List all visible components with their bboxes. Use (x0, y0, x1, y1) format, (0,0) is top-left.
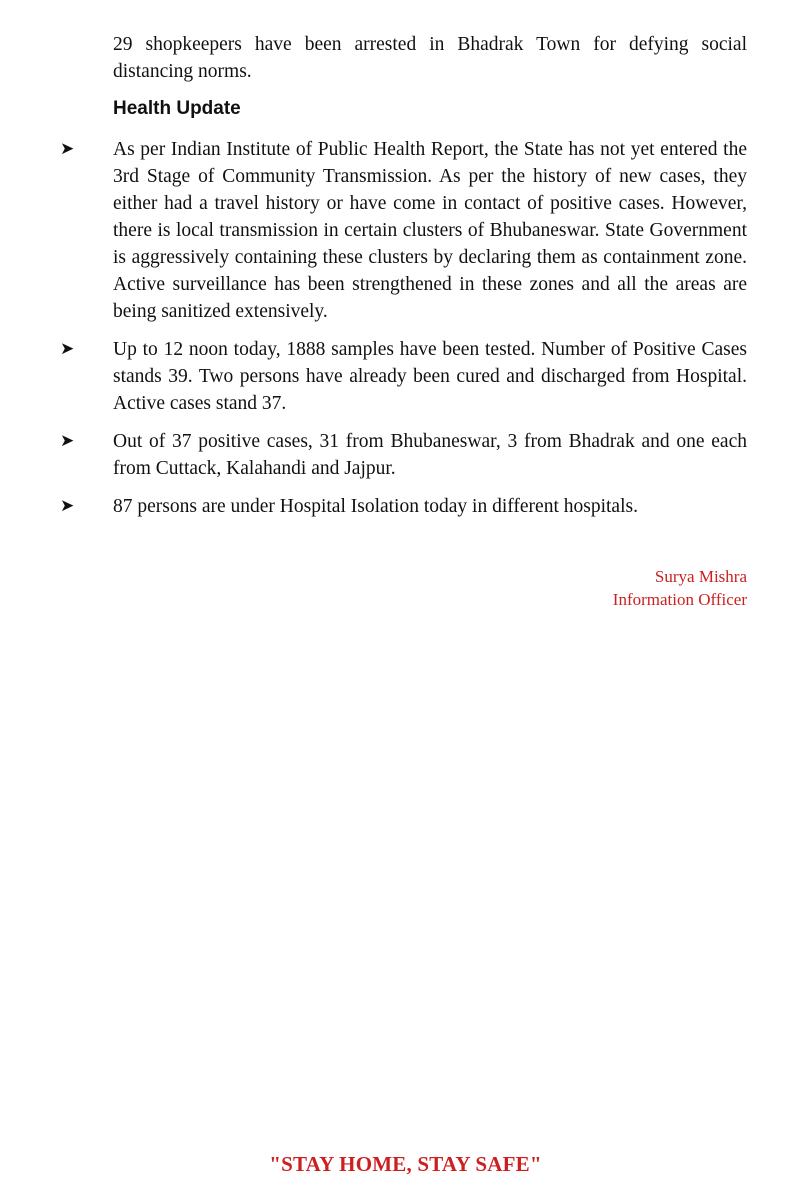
signatory-name: Surya Mishra (654, 567, 747, 586)
list-item-text: Out of 37 positive cases, 31 from Bhubaneswar, 3 from Bhadrak and one each from Cuttack, Kalahandi and Jajpur. (113, 431, 747, 479)
right-arrowhead-icon: ➤ (60, 431, 75, 451)
list-item (0, 136, 811, 325)
list-item-text: As per Indian Institute of Public Health Report, the State has not yet entered the 3rd Stage of Community Transmission. As per the history of new cases, they either had a travel history or have come in contact of positive cases. However, there is local transmission in certain clusters of Bhubaneswar. State Government is aggressively containing these clusters by declaring them as containment zone. Active surveillance has been strengthened in these zones and all the areas are being sanitized extensively. (113, 139, 747, 322)
signature-block (613, 565, 747, 611)
right-arrowhead-icon: ➤ (60, 139, 75, 159)
signatory-title: Information Officer (612, 590, 747, 609)
health-update-list (0, 136, 811, 531)
footer-slogan: "STAY HOME, STAY SAFE" (269, 1152, 542, 1176)
list-item (0, 428, 811, 482)
health-update-heading: Health Update (113, 98, 241, 119)
intro-paragraph: 29 shopkeepers have been arrested in Bhadrak Town for defying social distancing norms. (113, 34, 747, 82)
list-item (0, 336, 811, 417)
list-item-text: Up to 12 noon today, 1888 samples have been tested. Number of Positive Cases stands 39. Two persons have already been cured and discharged from Hospital. Active cases stand 37. (113, 339, 747, 414)
list-item-text: 87 persons are under Hospital Isolation today in different hospitals. (113, 496, 638, 517)
right-arrowhead-icon: ➤ (60, 339, 75, 359)
list-item (0, 493, 811, 520)
right-arrowhead-icon: ➤ (60, 496, 75, 516)
